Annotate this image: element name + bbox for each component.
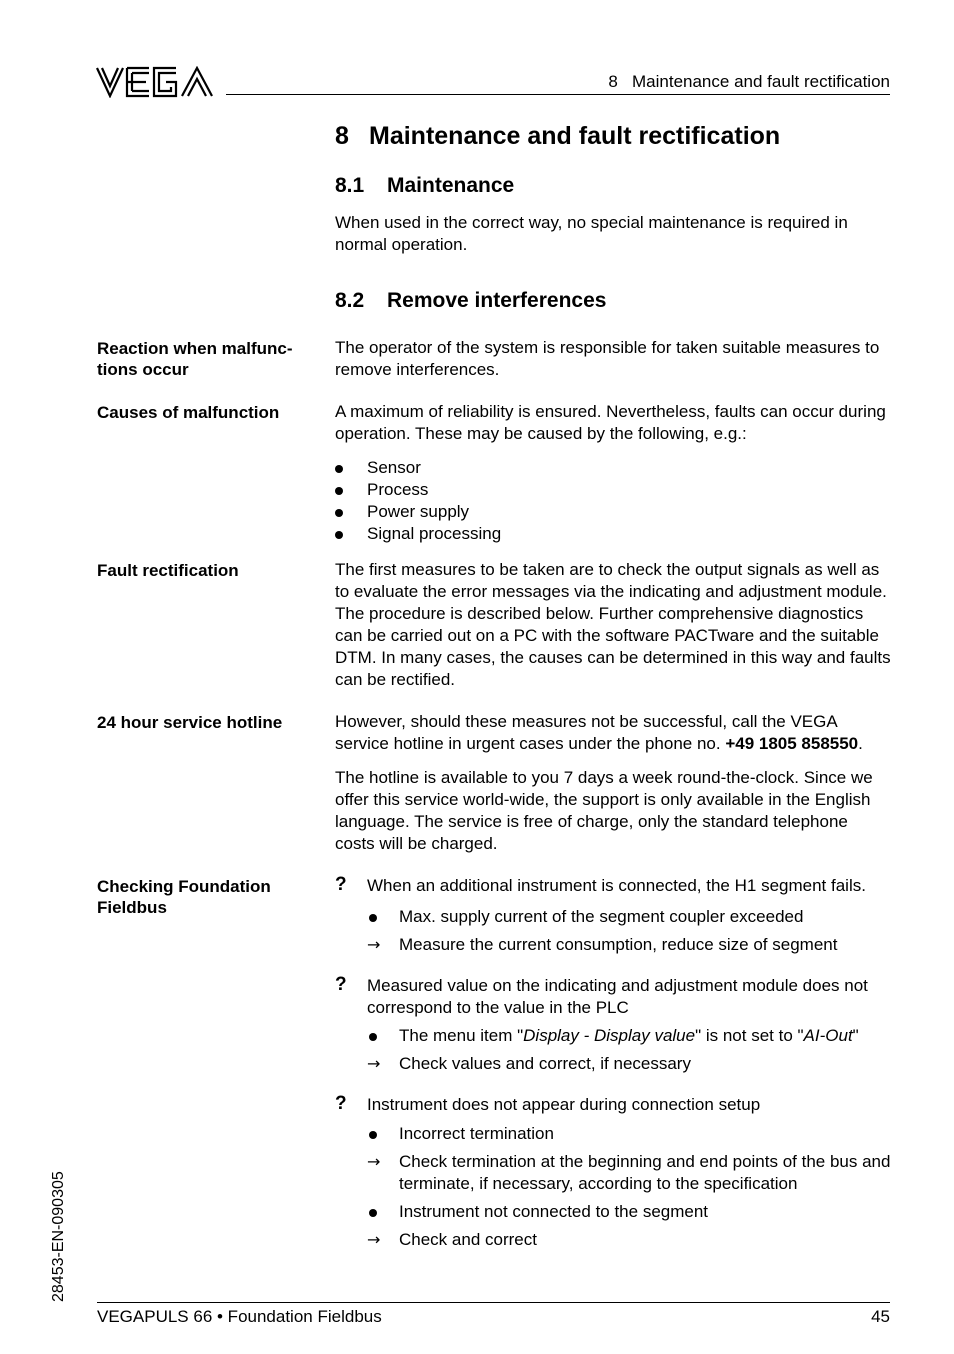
side-label-hotline: 24 hour service hotline	[97, 713, 283, 732]
side-label-fault-rectification: Fault rectification	[97, 561, 239, 580]
hotline-availability-paragraph: The hotline is available to you 7 days a week round-the-clock. Since we offer this service world-wide, the support is only available in the English language. The service is free of charge, only the standard telephone costs will be charged.	[335, 768, 873, 853]
header-rule	[226, 94, 890, 95]
hotline-phone-number: +49 1805 858550	[725, 734, 859, 753]
causes-paragraph: A maximum of reliability is ensured. Nevertheless, faults can occur during operation. These may be caused by the following, e.g.:	[335, 402, 886, 443]
chapter-number: 8	[335, 122, 349, 150]
bullet-icon	[335, 465, 343, 473]
arrow-right-icon: →	[367, 1152, 381, 1171]
action-item: → Check values and correct, if necessary	[367, 1054, 691, 1073]
bullet-icon	[335, 531, 343, 539]
question-icon: ?	[335, 1093, 347, 1114]
running-header-title: 8 Maintenance and fault rectification	[608, 72, 890, 91]
section-number: 8.2	[335, 289, 365, 312]
logo-text: VEGA	[96, 66, 99, 67]
footer-rule	[97, 1302, 890, 1303]
arrow-right-icon: →	[367, 1054, 381, 1073]
section-title: Maintenance	[387, 174, 515, 197]
cause-item: Instrument not connected to the segment	[367, 1201, 891, 1223]
question-3: ? Instrument does not appear during connection setup	[335, 1093, 761, 1114]
chapter-title: Maintenance and fault rectification	[369, 122, 781, 150]
arrow-right-icon: →	[367, 935, 381, 954]
side-label-causes: Causes of malfunction	[97, 403, 280, 422]
section-heading-remove-interferences	[335, 289, 606, 313]
bullet-icon	[369, 1033, 377, 1041]
arrow-right-icon: →	[367, 1230, 381, 1249]
action-item: → Check termination at the beginning and end points of the bus and terminate, if necessary, according to the specification	[367, 1152, 891, 1193]
document-code: 28453-EN-090305	[50, 1171, 67, 1302]
bullet-icon	[335, 509, 343, 517]
bullet-icon	[369, 1209, 377, 1217]
question-2: ? Measured value on the indicating and adjustment module does not correspond to the value in the PLC	[335, 974, 868, 1017]
bullet-icon	[335, 487, 343, 495]
section-number: 8.1	[335, 174, 365, 197]
section-title: Remove interferences	[387, 289, 607, 312]
action-item: → Measure the current consumption, reduce size of segment	[367, 935, 838, 954]
page-number: 45	[871, 1307, 890, 1326]
bullet-icon	[369, 914, 377, 922]
reaction-paragraph: The operator of the system is responsible for taken suitable measures to remove interferences.	[335, 338, 880, 379]
side-label-checking-fieldbus: Checking Foundation Fieldbus	[97, 877, 271, 917]
side-label-reaction: Reaction when malfunc- tions occur	[97, 339, 293, 379]
cause-item: The menu item "Display - Display value" is not set to "AI-Out"	[367, 1025, 891, 1047]
question-icon: ?	[335, 874, 347, 895]
hotline-paragraph: However, should these measures not be successful, call the VEGA service hotline in urgent cases under the phone no. +49 1805 858550.	[335, 712, 863, 753]
bullet-icon	[369, 1131, 377, 1139]
fault-paragraph: The first measures to be taken are to check the output signals as well as to evaluate the error messages via the indicating and adjustment module. The procedure is described below. Further comprehensive diagnostics can be carried out on a PC with the software PACTware and the suitable DTM. In many cases, the causes can be determined in this way and faults can be rectified.	[335, 560, 891, 689]
maintenance-paragraph: When used in the correct way, no special maintenance is required in normal operation.	[335, 213, 848, 254]
cause-item: Incorrect termination	[367, 1123, 891, 1145]
vega-logo	[96, 66, 214, 98]
question-icon: ?	[335, 974, 347, 995]
question-1: ? When an additional instrument is connected, the H1 segment fails.	[335, 874, 866, 895]
footer-product: VEGAPULS 66 • Foundation Fieldbus	[97, 1307, 382, 1326]
chapter-heading	[335, 122, 780, 151]
cause-item: Max. supply current of the segment coupler exceeded	[367, 906, 891, 928]
action-item: → Check and correct	[367, 1230, 537, 1249]
section-heading-maintenance	[335, 174, 514, 198]
